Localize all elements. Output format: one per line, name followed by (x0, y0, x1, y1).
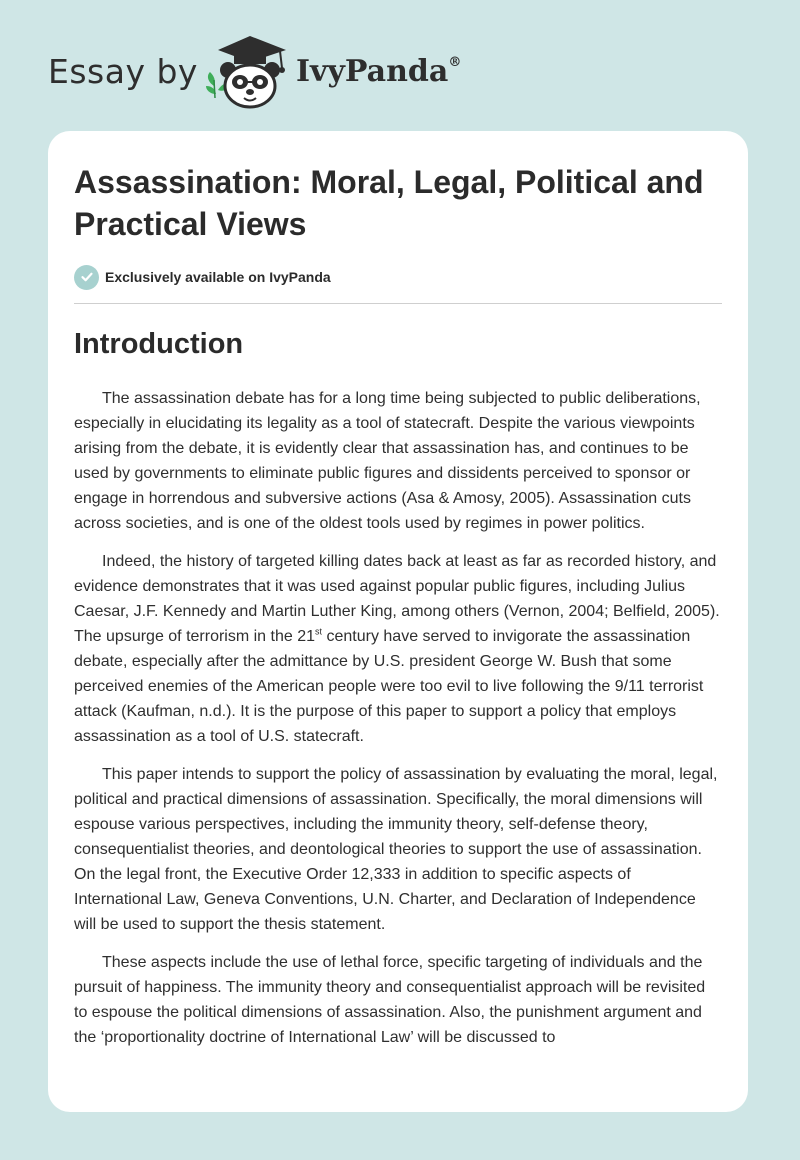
site-header (48, 30, 548, 110)
section-heading: Introduction (74, 328, 244, 360)
check-circle-icon (74, 265, 99, 290)
panda-graduate-icon (200, 32, 296, 112)
registered-mark: ® (448, 55, 462, 70)
brand-text: IvyPanda (296, 54, 449, 89)
paragraph: This paper intends to support the policy of assassination by evaluating the moral, legal, political and practical dimensions of assassination. Specifically, the moral dimensions will espouse various perspectives, including the immunity theory, self-defense theory, consequentialist theories, and deontological theories to support the use of assassination. On the legal front, the Executive Order 12,333 in addition to specific aspects of International Law, Geneva Conventions, U.N. Charter, and Declaration of Independence will be used to support the thesis statement. (74, 766, 718, 933)
essay-body (74, 386, 722, 1063)
essay-by-label: Essay by (48, 52, 198, 91)
ivypanda-logo[interactable] (200, 32, 296, 112)
exclusive-badge (74, 264, 331, 290)
paragraph-text: century have served to invigorate the assassination debate, especially after the admittance by U.S. president George W. Bush that some perceived enemies of the American people were too evil to live following the 9/11 terrorist attack (Kaufman, n.d.). It is the purpose of this paper to support a policy that employs assassination as a tool of U.S. statecraft. (74, 628, 704, 745)
paragraph: These aspects include the use of lethal force, specific targeting of individuals and the pursuit of happiness. The immunity theory and consequentialist approach will be revisited to espouse the political dimensions of assassination. Also, the punishment argument and the ‘proportionality doctrine of International Law’ will be discussed to (74, 954, 706, 1046)
paragraph: The assassination debate has for a long time being subjected to public deliberations, especially in elucidating its legality as a tool of statecraft. Despite the various viewpoints arising from the debate, it is evidently clear that assassination has, and continues to be used by governments to eliminate public figures and dissidents perceived to sponsor or engage in horrendous and subversive actions (Asa & Amosy, 2005). Assassination cuts across societies, and is one of the oldest tools used by regimes in power politics. (74, 390, 701, 532)
brand-name[interactable] (296, 54, 461, 89)
exclusive-badge-label: Exclusively available on IvyPanda (105, 269, 331, 285)
essay-title: Assassination: Moral, Legal, Political and Practical Views (74, 164, 704, 242)
ordinal-suffix: st (315, 626, 323, 637)
essay-card (48, 131, 748, 1112)
paragraph-text: Indeed, the history of targeted killing dates back at least as far as recorded history, and evidence demonstrates that it was used against popular public figures, including Julius Caesar, J.F. Kennedy and Martin Luther King, among others (Vernon, 2004; Belfield, 2005). The upsurge of terrorism in the 21 (74, 553, 720, 645)
paragraph (74, 549, 722, 749)
divider (74, 303, 722, 304)
